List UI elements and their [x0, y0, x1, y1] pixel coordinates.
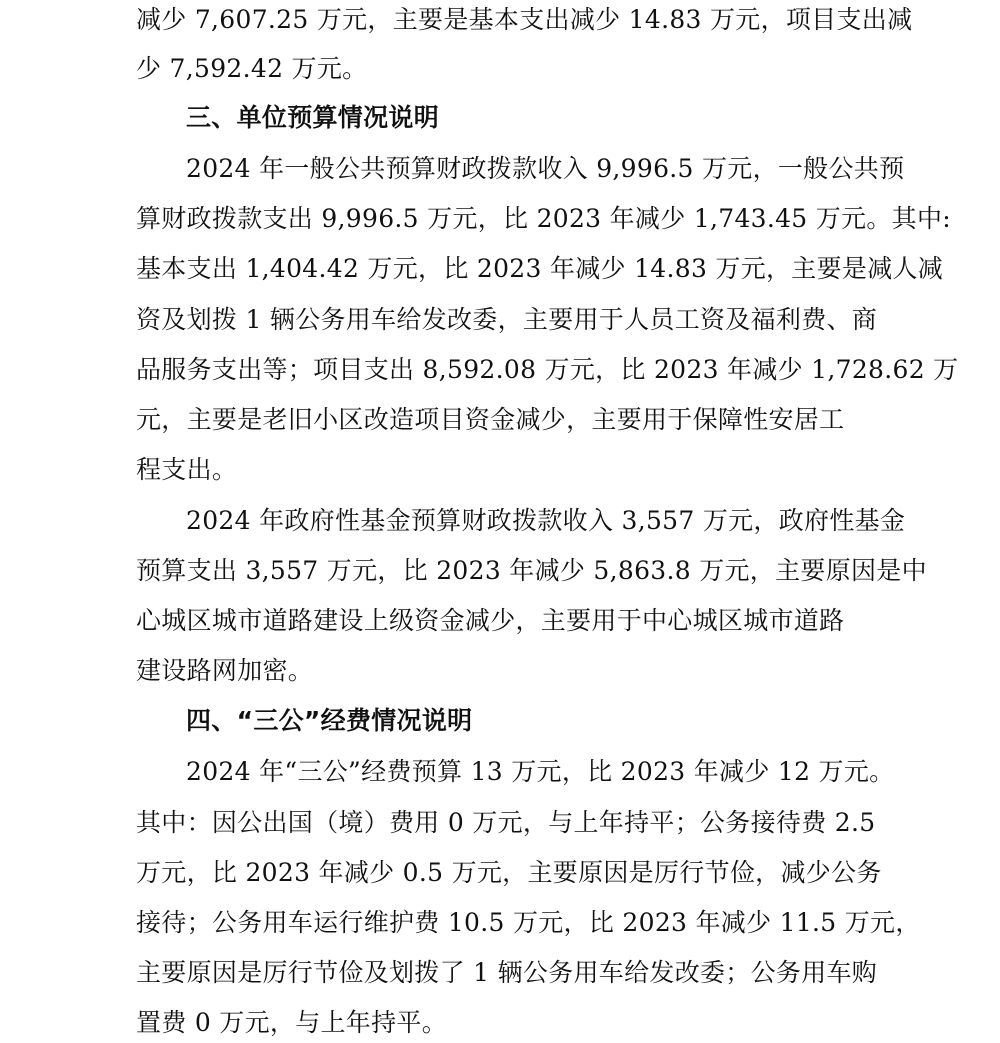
paragraph-line: 品服务支出等；项目支出 8,592.08 万元，比 2023 年减少 1,728.62 万 — [136, 355, 959, 384]
section-heading-unit-budget: 三、单位预算情况说明 — [186, 103, 440, 132]
paragraph-line: 主要原因是厉行节俭及划拨了 1 辆公务用车给发改委；公务用车购 — [136, 958, 878, 987]
paragraph-line: 接待；公务用车运行维护费 10.5 万元，比 2023 年减少 11.5 万元， — [136, 908, 921, 937]
paragraph-line: 算财政拨款支出 9,996.5 万元，比 2023 年减少 1,743.45 万元。其中: — [136, 204, 951, 233]
paragraph-line: 其中：因公出国（境）费用 0 万元，与上年持平；公务接待费 2.5 — [136, 808, 876, 837]
paragraph-line: 2024 年一般公共预算财政拨款收入 9,996.5 万元，一般公共预 — [186, 154, 905, 183]
paragraph-line: 少 7,592.42 万元。 — [136, 54, 368, 83]
paragraph-line: 2024 年“三公”经费预算 13 万元，比 2023 年减少 12 万元。 — [186, 757, 895, 786]
paragraph-line: 预算支出 3,557 万元，比 2023 年减少 5,863.8 万元，主要原因是中 — [136, 556, 927, 585]
paragraph-line: 基本支出 1,404.42 万元，比 2023 年减少 14.83 万元，主要是减人减 — [136, 254, 944, 283]
paragraph-line: 心城区城市道路建设上级资金减少，主要用于中心城区城市道路 — [136, 606, 845, 635]
paragraph-line: 元，主要是老旧小区改造项目资金减少，主要用于保障性安居工 — [136, 405, 845, 434]
section-heading-three-public: 四、“三公”经费情况说明 — [186, 706, 473, 735]
paragraph-line: 2024 年政府性基金预算财政拨款收入 3,557 万元，政府性基金 — [186, 506, 906, 535]
paragraph-line: 万元，比 2023 年减少 0.5 万元，主要原因是厉行节俭，减少公务 — [136, 858, 882, 887]
paragraph-line: 建设路网加密。 — [136, 656, 314, 685]
paragraph-line: 程支出。 — [136, 455, 238, 484]
paragraph-line: 置费 0 万元，与上年持平。 — [136, 1008, 448, 1037]
paragraph-line: 资及划拨 1 辆公务用车给发改委，主要用于人员工资及福利费、商 — [136, 305, 878, 334]
paragraph-line: 减少 7,607.25 万元，主要是基本支出减少 14.83 万元，项目支出减 — [136, 5, 913, 34]
